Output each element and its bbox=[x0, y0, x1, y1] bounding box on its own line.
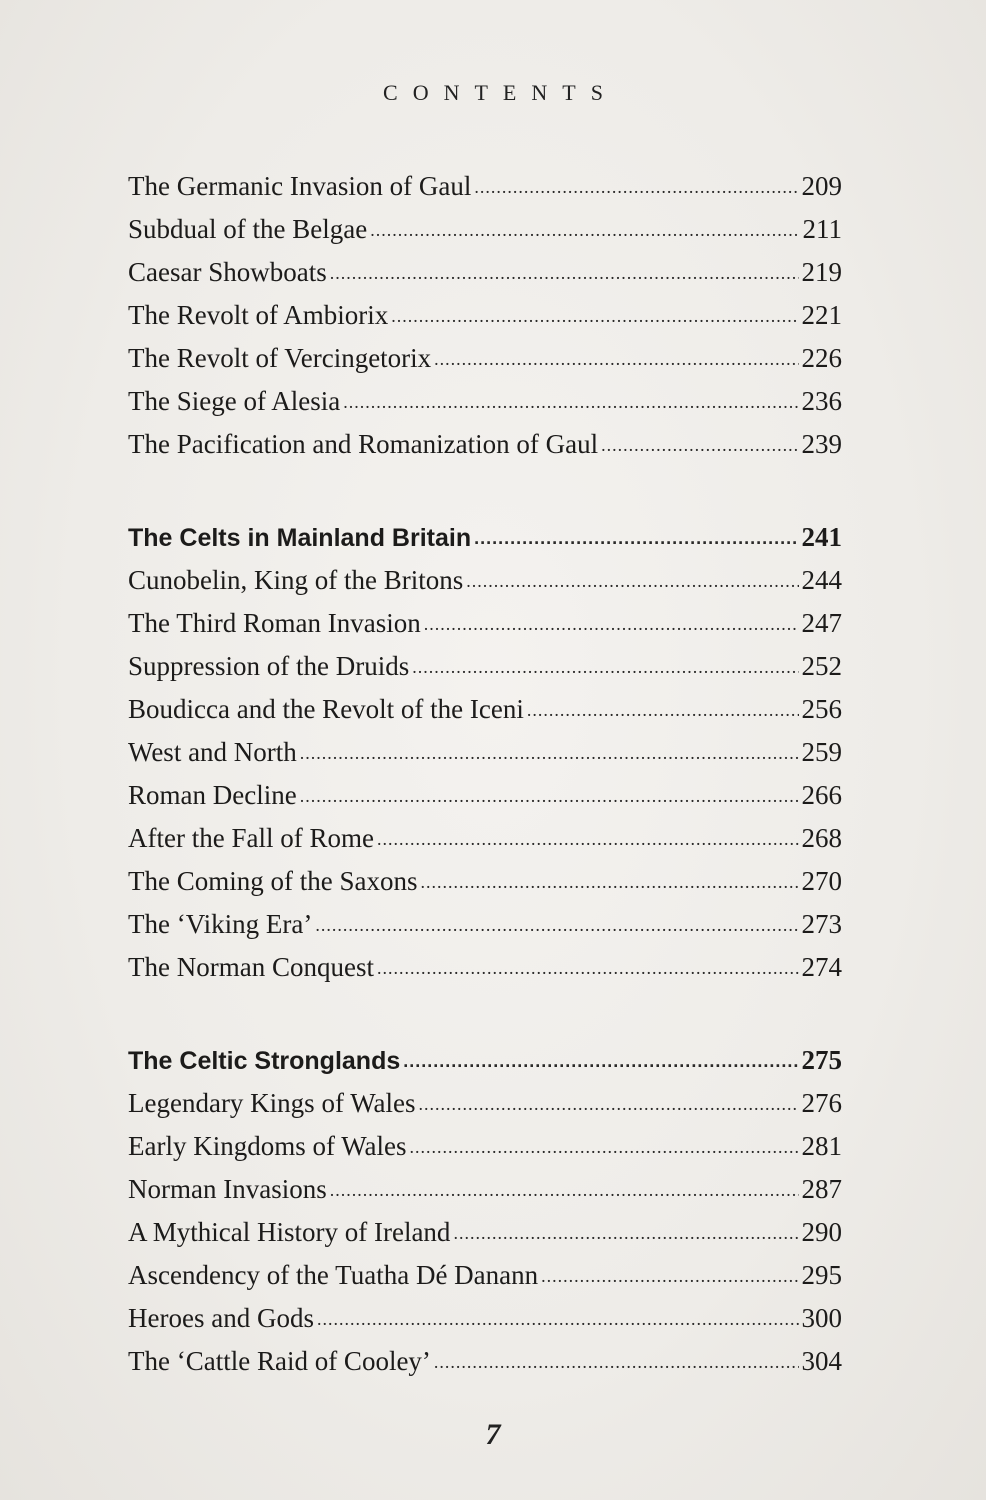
toc-entry bbox=[128, 208, 842, 251]
entry-title: The Germanic Invasion of Gaul bbox=[128, 171, 472, 201]
entry-page: 300 bbox=[801, 1303, 842, 1333]
dot-leader bbox=[434, 1341, 799, 1383]
dot-leader bbox=[474, 166, 798, 208]
entry-page: 219 bbox=[801, 257, 842, 287]
entry-page: 209 bbox=[801, 171, 842, 201]
entry-page: 274 bbox=[801, 952, 842, 982]
entry-title: The Pacification and Romanization of Gaul bbox=[128, 429, 599, 459]
toc-entry bbox=[128, 251, 842, 294]
dot-leader bbox=[434, 338, 798, 380]
toc-entry bbox=[128, 1125, 842, 1168]
dot-leader bbox=[419, 1083, 799, 1125]
toc-section-1 bbox=[128, 165, 842, 466]
entry-title: Early Kingdoms of Wales bbox=[128, 1131, 407, 1161]
dot-leader bbox=[420, 861, 798, 903]
toc-entry bbox=[128, 817, 842, 860]
toc-entry bbox=[128, 860, 842, 903]
entry-page: 259 bbox=[801, 737, 842, 767]
entry-title: The Revolt of Ambiorix bbox=[128, 300, 389, 330]
entry-title: The ‘Cattle Raid of Cooley’ bbox=[128, 1346, 431, 1376]
entry-page: 211 bbox=[802, 214, 842, 244]
entry-page: 252 bbox=[801, 651, 842, 681]
entry-page: 281 bbox=[801, 1131, 842, 1161]
toc-entry bbox=[128, 337, 842, 380]
entry-page: 226 bbox=[801, 343, 842, 373]
dot-leader bbox=[601, 424, 798, 466]
entry-page: 256 bbox=[801, 694, 842, 724]
entry-title: A Mythical History of Ireland bbox=[128, 1217, 451, 1247]
entry-title: Norman Invasions bbox=[128, 1174, 327, 1204]
entry-title: Ascendency of the Tuatha Dé Danann bbox=[128, 1260, 539, 1290]
entry-title: The Coming of the Saxons bbox=[128, 866, 418, 896]
toc-entry bbox=[128, 774, 842, 817]
dot-leader bbox=[377, 818, 799, 860]
heading-title: The Celts in Mainland Britain bbox=[128, 524, 472, 552]
dot-leader bbox=[541, 1255, 798, 1297]
dot-leader bbox=[300, 775, 799, 817]
toc-entry bbox=[128, 380, 842, 423]
toc-entry bbox=[128, 1297, 842, 1340]
entry-page: 276 bbox=[801, 1088, 842, 1118]
entry-page: 244 bbox=[801, 565, 842, 595]
entry-page: 290 bbox=[801, 1217, 842, 1247]
dot-leader bbox=[300, 732, 799, 774]
toc-entry bbox=[128, 1211, 842, 1254]
dot-leader bbox=[377, 947, 799, 989]
toc-entry bbox=[128, 423, 842, 466]
heading-page: 241 bbox=[801, 522, 842, 552]
dot-leader bbox=[343, 381, 798, 423]
entry-page: 221 bbox=[801, 300, 842, 330]
dot-leader bbox=[317, 1298, 799, 1340]
entry-title: The Norman Conquest bbox=[128, 952, 374, 982]
entry-title: West and North bbox=[128, 737, 297, 767]
entry-title: The ‘Viking Era’ bbox=[128, 909, 313, 939]
entry-title: The Third Roman Invasion bbox=[128, 608, 421, 638]
entry-page: 236 bbox=[801, 386, 842, 416]
page-number: 7 bbox=[485, 1418, 501, 1451]
entry-title: After the Fall of Rome bbox=[128, 823, 374, 853]
entry-title: Heroes and Gods bbox=[128, 1303, 314, 1333]
entry-page: 268 bbox=[801, 823, 842, 853]
toc-entry bbox=[128, 165, 842, 208]
heading-title: The Celtic Stronglands bbox=[128, 1047, 401, 1075]
dot-leader bbox=[410, 1126, 799, 1168]
dot-leader bbox=[370, 209, 799, 251]
entry-page: 239 bbox=[801, 429, 842, 459]
dot-leader bbox=[474, 517, 798, 559]
entry-title: Legendary Kings of Wales bbox=[128, 1088, 416, 1118]
entry-page: 295 bbox=[801, 1260, 842, 1290]
dot-leader bbox=[403, 1040, 798, 1082]
toc-entry bbox=[128, 903, 842, 946]
table-of-contents bbox=[128, 165, 842, 1433]
toc-section-heading bbox=[128, 1039, 842, 1082]
toc-entry bbox=[128, 602, 842, 645]
dot-leader bbox=[527, 689, 799, 731]
dot-leader bbox=[330, 252, 799, 294]
toc-entry bbox=[128, 731, 842, 774]
entry-title: Subdual of the Belgae bbox=[128, 214, 368, 244]
dot-leader bbox=[315, 904, 798, 946]
entry-title: Caesar Showboats bbox=[128, 257, 327, 287]
toc-section-2 bbox=[128, 516, 842, 989]
toc-entry bbox=[128, 688, 842, 731]
entry-title: Cunobelin, King of the Britons bbox=[128, 565, 464, 595]
dot-leader bbox=[330, 1169, 799, 1211]
heading-page: 275 bbox=[801, 1045, 842, 1075]
entry-page: 270 bbox=[801, 866, 842, 896]
toc-entry bbox=[128, 294, 842, 337]
entry-page: 287 bbox=[801, 1174, 842, 1204]
entry-page: 273 bbox=[801, 909, 842, 939]
toc-entry bbox=[128, 1082, 842, 1125]
entry-title: Boudicca and the Revolt of the Iceni bbox=[128, 694, 524, 724]
toc-section-heading bbox=[128, 516, 842, 559]
toc-entry bbox=[128, 559, 842, 602]
toc-entry bbox=[128, 1254, 842, 1297]
dot-leader bbox=[453, 1212, 798, 1254]
toc-entry bbox=[128, 1340, 842, 1383]
running-head: CONTENTS bbox=[383, 80, 618, 105]
entry-title: The Siege of Alesia bbox=[128, 386, 341, 416]
toc-entry bbox=[128, 1168, 842, 1211]
entry-title: Roman Decline bbox=[128, 780, 297, 810]
entry-page: 247 bbox=[801, 608, 842, 638]
dot-leader bbox=[412, 646, 798, 688]
dot-leader bbox=[391, 295, 798, 337]
entry-page: 266 bbox=[801, 780, 842, 810]
dot-leader bbox=[466, 560, 798, 602]
entry-title: Suppression of the Druids bbox=[128, 651, 410, 681]
entry-page: 304 bbox=[801, 1346, 842, 1376]
toc-entry bbox=[128, 946, 842, 989]
toc-entry bbox=[128, 645, 842, 688]
entry-title: The Revolt of Vercingetorix bbox=[128, 343, 432, 373]
toc-section-3 bbox=[128, 1039, 842, 1383]
dot-leader bbox=[424, 603, 799, 645]
